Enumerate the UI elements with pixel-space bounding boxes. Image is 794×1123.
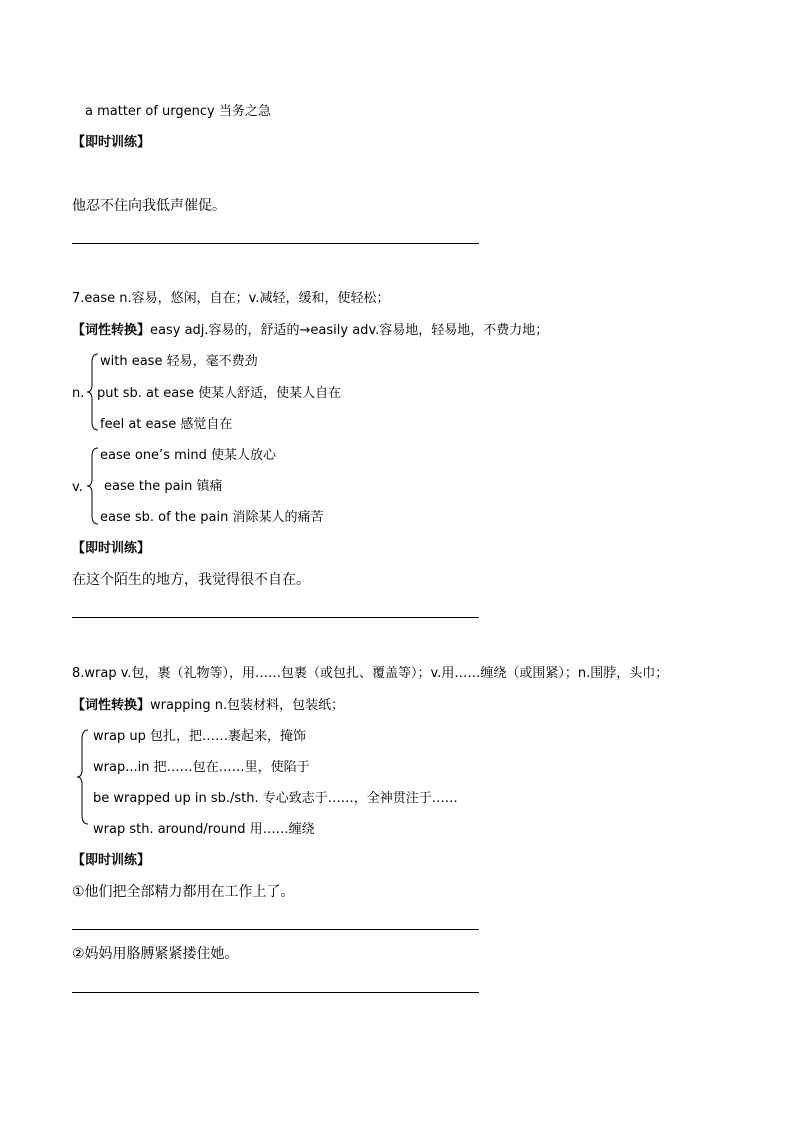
left-brace-icon: [76, 728, 90, 826]
phrase-item: be wrapped up in sb./sth. 专心致志于……，全神贯注于……: [93, 791, 458, 806]
answer-line: [72, 992, 479, 993]
practice-label: 【即时训练】: [72, 135, 151, 150]
entry-heading: 8.wrap v.包，裹（礼物等），用……包裹（或包扎、覆盖等）；v.用……缠绕（或围紧）；n.围脖，头巾；: [72, 666, 669, 681]
verb-label: v.: [72, 480, 83, 495]
verb-phrase: ease one’s mind 使某人放心: [100, 448, 276, 463]
answer-line: [72, 929, 479, 930]
answer-line: [72, 617, 479, 618]
verb-phrase: ease the pain 镇痛: [104, 479, 223, 494]
practice-label: 【即时训练】: [72, 853, 151, 868]
practice-label: 【即时训练】: [72, 541, 151, 556]
conversion-text: wrapping n.包装材料，包装纸；: [150, 698, 345, 713]
phrase-line: a matter of urgency 当务之急: [85, 104, 271, 119]
phrase-item: wrap...in 把……包在……里，使陷于: [93, 760, 310, 775]
practice-question: ②妈妈用胳膊紧紧搂住她。: [72, 946, 239, 962]
practice-question: ①他们把全部精力都用在工作上了。: [72, 884, 295, 900]
entry-heading: 7.ease n.容易，悠闲，自在；v.减轻，缓和，使轻松；: [72, 291, 390, 306]
left-brace-icon: [86, 446, 100, 526]
noun-label: n.: [72, 386, 85, 401]
noun-phrase: put sb. at ease 使某人舒适，使某人自在: [97, 386, 342, 401]
conversion-label: 【词性转换】: [72, 698, 151, 713]
phrase-item: wrap sth. around/round 用……缠绕: [93, 822, 315, 837]
noun-phrase: with ease 轻易，毫不费劲: [100, 354, 258, 369]
phrase-item: wrap up 包扎，把……裹起来，掩饰: [93, 729, 306, 744]
noun-phrase: feel at ease 感觉自在: [100, 417, 233, 432]
practice-question: 在这个陌生的地方，我觉得很不自在。: [72, 572, 310, 588]
verb-phrase: ease sb. of the pain 消除某人的痛苦: [100, 510, 324, 525]
practice-question: 他忍不住向我低声催促。: [72, 198, 226, 214]
conversion-text: easy adj.容易的，舒适的→easily adv.容易地，轻易地，不费力地；: [150, 323, 549, 338]
conversion-label: 【词性转换】: [72, 323, 151, 338]
conversion-line: [72, 697, 344, 715]
conversion-line: [72, 322, 548, 340]
answer-line: [72, 243, 479, 244]
